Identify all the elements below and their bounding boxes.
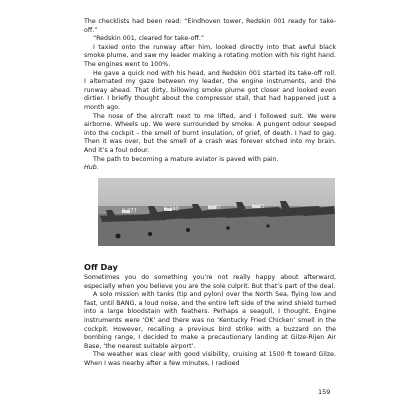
paragraph: “Redskin 001, cleared for take-off.” <box>93 35 205 43</box>
airfield-photo-image <box>98 178 335 246</box>
paragraph: The nose of the aircraft next to me lifted, and I followed suit. We were airborne. Wheels up. We were surrounded by smoke. A pungent odour seeped into the cockpit – the smell of burnt insulation, of grief, of death. I had to gag. Then it was over, but the smell of a crash was forever etched into my brain. And it’s a foul odour. <box>84 112 336 154</box>
paragraph: Sometimes you do something you’re not really happy about afterward, especially when you believe you are the sole culprit. But that’s part of the deal. <box>84 274 336 290</box>
tail-code: P-240 <box>164 206 179 213</box>
top-text-block <box>84 18 336 173</box>
section-text-block <box>84 274 336 369</box>
paragraph: The path to becoming a mature aviator is paved with pain. <box>93 155 279 163</box>
airfield-photo <box>98 178 335 246</box>
signature: Hub. <box>84 164 99 172</box>
tail-code: P-223 <box>252 204 265 210</box>
paragraph: He gave a quick nod with his head, and Redskin 001 started its take-off roll. I alternated my gaze between my leader, the engine instruments, and the runway ahead. That dirty, billowing smoke plume got closer and looked even dirtier. I briefly thought about the compressor stall, that had happened just a month ago. <box>84 69 336 111</box>
tail-code: P-193 <box>208 205 221 211</box>
paragraph: A solo mission with tanks (tip and pylon) over the North Sea, flying low and fast, until BANG, a loud noise, and the entire left side of the wind shield turned into a large bloodstain with feathers. Perhaps a seagull, I thought. Engine instruments were ‘OK’ and there was no ‘Kentucky Fried Chicken’ smell in the cockpit. However, recalling a previous bird strike with a buzzard on the bombing range, I decided to make a precautionary landing at Gilze-Rijen Air Base, ‘the nearest suitable airport’. <box>84 291 336 350</box>
tail-code: P-277 <box>122 208 137 215</box>
section-title: Off Day <box>84 262 118 272</box>
paragraph: I taxied onto the runway after him, looked directly into that awful black smoke plume, and saw my leader making a rotating motion with his right hand. The engines went to 100%. <box>84 43 336 68</box>
paragraph: The checklists had been read: “Eindhoven tower, Redskin 001 ready for take-off.” <box>84 18 336 34</box>
page-number: 159 <box>318 388 331 396</box>
paragraph: The weather was clear with good visibility, cruising at 1500 ft toward Gilze. When I was nearby after a few minutes, I radioed <box>84 351 336 367</box>
